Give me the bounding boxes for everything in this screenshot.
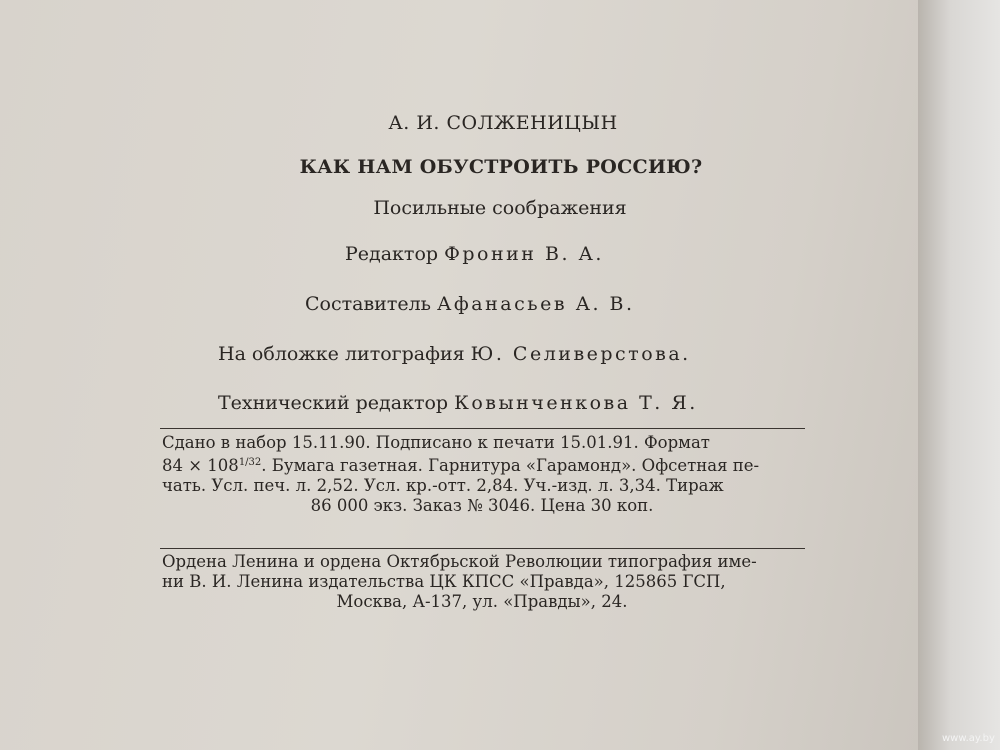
credit-compiler <box>305 293 635 315</box>
printer-block <box>162 552 802 612</box>
credit-person: Ковынченкова Т. Я. <box>454 392 698 414</box>
page-edge <box>918 0 1000 750</box>
imprint-line: чать. Усл. печ. л. 2,52. Усл. кр.-отт. 2,84. Уч.-изд. л. 3,34. Тираж <box>162 476 724 495</box>
imprint-line: Сдано в набор 15.11.90. Подписано к печати 15.01.91. Формат <box>162 433 710 452</box>
divider-bottom <box>160 548 805 549</box>
credit-technical-editor <box>218 392 698 414</box>
imprint-line <box>162 453 802 476</box>
credit-role: Составитель <box>305 293 431 315</box>
credit-person: Ю. Селиверстова. <box>470 343 691 365</box>
format-value: 84 × 108 <box>162 456 239 475</box>
credit-editor <box>345 243 604 265</box>
credit-person: Фронин В. А. <box>444 243 604 265</box>
printer-line: Москва, А-137, ул. «Правды», 24. <box>336 592 628 611</box>
format-fraction: 1/32 <box>238 457 262 468</box>
credit-role: На обложке литография <box>218 343 465 365</box>
book-title: КАК НАМ ОБУСТРОИТЬ РОССИЮ? <box>299 156 703 178</box>
imprint-line: 86 000 экз. Заказ № 3046. Цена 30 коп. <box>310 496 654 515</box>
printer-line: ни В. И. Ленина издательства ЦК КПСС «Правда», 125865 ГСП, <box>162 572 726 591</box>
imprint-block <box>162 433 802 516</box>
credit-role: Редактор <box>345 243 439 265</box>
divider-top <box>160 428 805 429</box>
watermark: www.ay.by <box>942 733 995 744</box>
author-name: А. И. СОЛЖЕНИЦЫН <box>388 112 618 134</box>
credit-person: Афанасьев А. В. <box>437 293 635 315</box>
imprint-text: . Бумага газетная. Гарнитура «Гарамонд». Офсетная пе- <box>261 456 760 475</box>
printer-line: Ордена Ленина и ордена Октябрьской Революции типография име- <box>162 552 757 571</box>
credit-role: Технический редактор <box>218 392 449 414</box>
credit-cover-artist <box>218 343 691 365</box>
book-subtitle: Посильные соображения <box>373 197 627 219</box>
